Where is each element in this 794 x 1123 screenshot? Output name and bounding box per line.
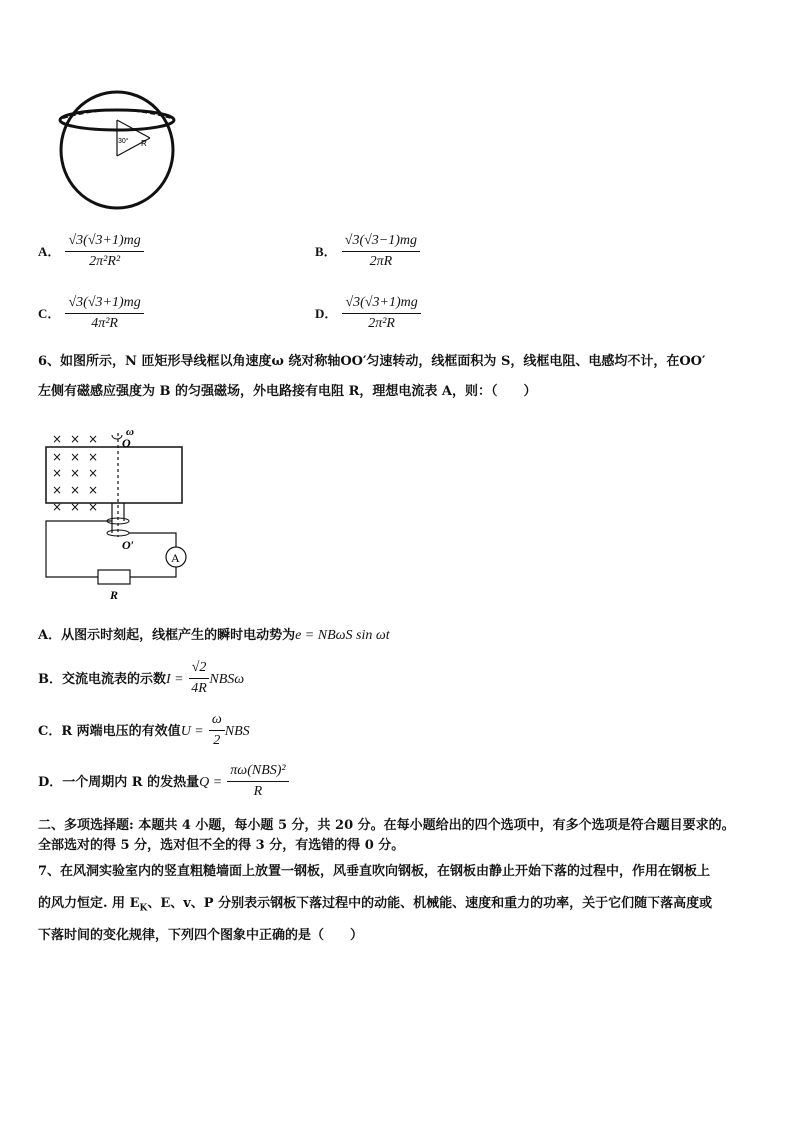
option-letter: A． — [38, 244, 61, 259]
formula-rhs: NBSω — [209, 672, 245, 687]
option-fraction — [65, 232, 143, 271]
q6-option-a[interactable] — [38, 624, 390, 644]
circuit-figure — [38, 425, 198, 605]
option-text: A．从图示时刻起，线框产生的瞬时电动势为 — [38, 628, 296, 643]
svg-text:×: × — [70, 466, 81, 480]
option-letter: C． — [38, 306, 61, 321]
option-text: D．一个周期内 R 的发热量 — [38, 775, 200, 790]
numerator: √3(√3−1)mg — [342, 232, 420, 252]
svg-text:×: × — [70, 500, 81, 514]
denominator: 2πR — [369, 254, 393, 269]
option-formula: e = NBωS sin ωt — [295, 628, 390, 643]
q7-line2-part1: 的风力恒定. 用 E — [38, 896, 140, 911]
axis-top-label: O — [122, 436, 131, 450]
svg-text:×: × — [88, 500, 99, 514]
q6-option-c[interactable] — [38, 711, 250, 750]
formula-lhs: U = — [180, 724, 204, 739]
option-fraction — [209, 711, 225, 750]
denominator: 2 — [213, 733, 221, 748]
axis-bottom-label: O′ — [122, 538, 135, 552]
svg-text:×: × — [70, 450, 81, 464]
q5-option-b[interactable] — [315, 232, 420, 271]
option-fraction — [189, 659, 210, 698]
svg-text:×: × — [52, 450, 63, 464]
q7-stem-line3: 下落时间的变化规律，下列四个图象中正确的是（ ） — [38, 928, 364, 943]
svg-text:×: × — [52, 466, 63, 480]
svg-text:×: × — [88, 432, 99, 446]
sphere-figure — [55, 80, 185, 212]
omega-label: ω — [126, 426, 134, 438]
numerator: √3(√3+1)mg — [342, 294, 420, 314]
svg-text:×: × — [70, 483, 81, 497]
q7-line2-part2: 、E、v、P 分别表示钢板下落过程中的动能、机械能、速度和重力的功率，关于它们随下落高度或 — [147, 896, 713, 911]
q6-option-d[interactable] — [38, 762, 289, 801]
option-fraction — [342, 294, 420, 333]
svg-text:×: × — [88, 450, 99, 464]
denominator: R — [253, 784, 263, 799]
q5-option-d[interactable] — [315, 294, 421, 333]
option-fraction — [65, 294, 143, 333]
q6-option-b[interactable] — [38, 659, 244, 698]
denominator: 2π²R — [368, 316, 395, 331]
radius-label: R — [141, 139, 147, 148]
q7-stem-line1: 7、在风洞实验室内的竖直粗糙墙面上放置一钢板，风垂直吹向钢板，在钢板由静止开始下落的过程中，作用在钢板上 — [38, 864, 711, 879]
denominator: 2π²R² — [89, 254, 121, 269]
numerator: √3(√3+1)mg — [65, 232, 143, 252]
numerator: √2 — [189, 659, 210, 679]
svg-text:×: × — [88, 466, 99, 480]
magnetic-field-crosses — [52, 432, 98, 514]
option-fraction — [227, 762, 288, 801]
resistor-label: R — [110, 588, 119, 602]
svg-text:×: × — [52, 432, 63, 446]
ammeter-label: A — [171, 551, 180, 565]
q7-subscript: K — [139, 903, 148, 914]
angle-label: 30° — [118, 138, 129, 145]
q5-option-a[interactable] — [38, 232, 144, 271]
q5-option-c[interactable] — [38, 294, 144, 333]
option-fraction — [342, 232, 420, 271]
numerator: πω(NBS)² — [227, 762, 288, 782]
option-text: C．R 两端电压的有效值 — [38, 724, 181, 739]
q6-stem-line2: 左侧有磁感应强度为 B 的匀强磁场，外电路接有电阻 R，理想电流表 A，则：（ ） — [38, 384, 537, 399]
formula-lhs: Q = — [199, 775, 223, 790]
section2-heading: 二、多项选择题: 本题共 4 小题，每小题 5 分，共 20 分。在每小题给出的四个选项中，有多个选项是符合题目要求的。 — [38, 818, 735, 833]
numerator: √3(√3+1)mg — [65, 294, 143, 314]
svg-text:×: × — [52, 500, 63, 514]
formula-lhs: I = — [166, 672, 184, 687]
q6-stem-line1: 6、如图所示，N 匝矩形导线框以角速度ω 绕对称轴OO′匀速转动，线框面积为 S，线框电阻、电感均不计，在OO′ — [38, 354, 706, 369]
numerator: ω — [209, 711, 225, 731]
svg-text:×: × — [52, 483, 63, 497]
svg-text:×: × — [70, 432, 81, 446]
option-letter: B． — [315, 244, 337, 259]
svg-text:×: × — [88, 483, 99, 497]
denominator: 4R — [191, 681, 207, 696]
denominator: 4π²R — [91, 316, 118, 331]
option-text: B．交流电流表的示数 — [38, 672, 166, 687]
formula-rhs: NBS — [224, 724, 250, 739]
section2-scoring: 全部选对的得 5 分，选对但不全的得 3 分，有选错的得 0 分。 — [38, 838, 405, 853]
q7-stem-line2 — [38, 896, 712, 917]
option-letter: D． — [315, 306, 338, 321]
